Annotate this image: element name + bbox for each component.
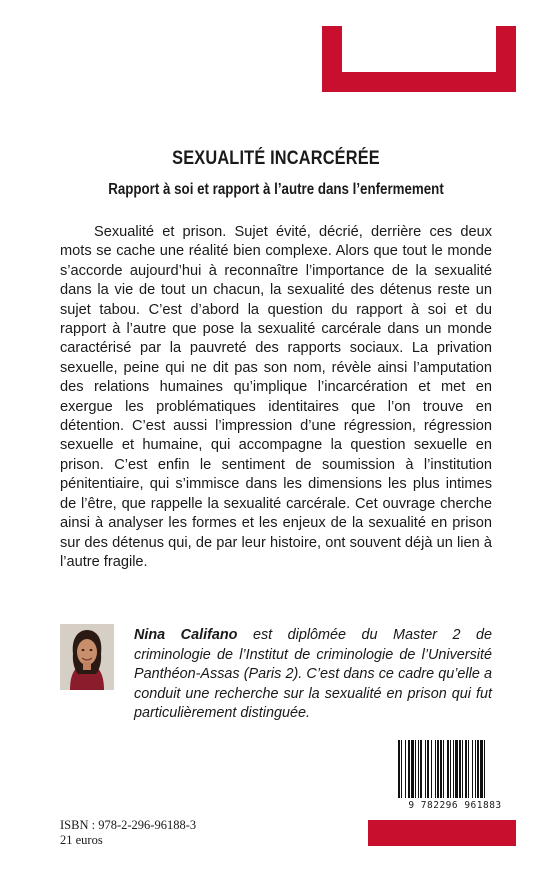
book-subtitle: Rapport à soi et rapport à l’autre dans l’enfermement <box>108 181 444 198</box>
publication-info <box>60 818 196 848</box>
author-name: Nina Califano <box>134 627 238 643</box>
back-cover-blurb: Sexualité et prison. Sujet évité, décrié, derrière ces deux mots se cache une réalité bien complexe. Alors que tout le monde s’accorde aujourd’hui à reconnaître l’importance de la sexualité dans la vie de tout un chacun, la sexualité des détenus reste un sujet tabou. C’est d’abord la question du rapport à soi et du rapport à l’autre que pose la sexualité carcérale dans un monde caractérisé par la pauvreté des rapports sociaux. La privation sexuelle, peine qui ne dit pas son nom, révèle ainsi l’amputation des relations humaines qu’implique l’incarcération et met en exergue les problématiques identitaires que l’on trouve en détention. C’est aussi l’impression d’une régression, régression sexuelle et humaine, qui accompagne la question sexuelle en prison. C’est enfin le sentiment de soumission à l’institution pénitentiaire, qui s’immisce dans les dimensions les plus intimes de l’être, que rappelle la sexualité carcérale. Cet ouvrage cherche ainsi à analyser les formes et les enjeux de la sexualité en prison sur des détenus qui, de par leur histoire, ont souvent déjà un lien à l’autre fragile. <box>60 224 492 570</box>
author-bio-text: est diplômée du Master 2 de criminologie de l’Institut de criminologie de l’Université Panthéon-Assas (Paris 2). C’est dans ce cadre qu’elle a conduit une recherche sur la sexualité en prison qui fut particulièrement distinguée. <box>134 627 492 722</box>
author-photo <box>60 624 114 690</box>
barcode-digits: 9 782296 961883 <box>394 800 516 811</box>
author-bio <box>134 626 492 724</box>
decorative-frame-bottom <box>322 72 516 92</box>
isbn: ISBN : 978-2-296-96188-3 <box>60 818 197 832</box>
book-title: SEXUALITÉ INCARCÉRÉE <box>172 148 380 169</box>
price: 21 euros <box>60 833 103 847</box>
barcode-bars <box>394 740 516 800</box>
author-portrait-icon <box>60 624 114 690</box>
decorative-bottom-bar <box>368 820 516 846</box>
